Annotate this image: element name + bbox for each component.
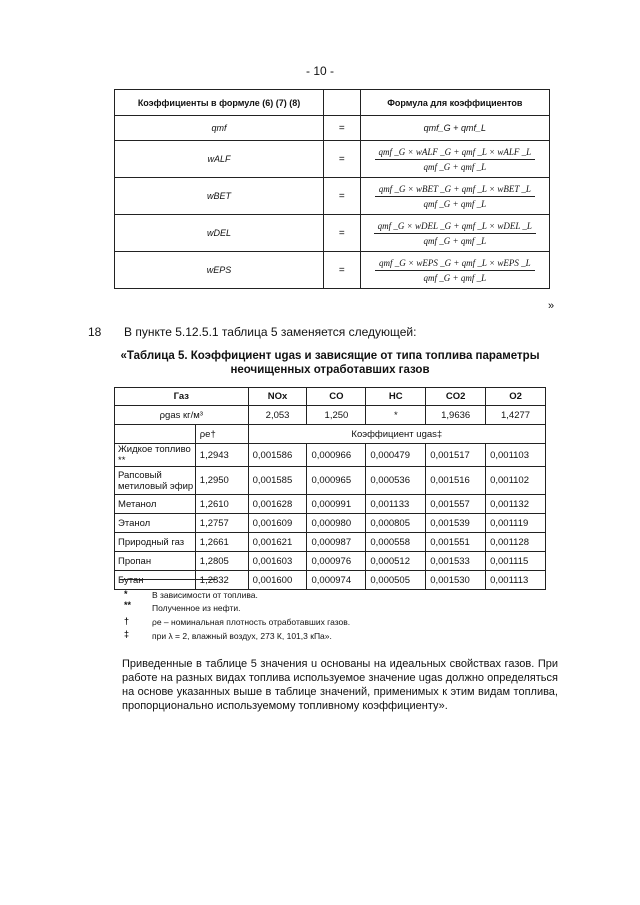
- coef-value: 0,001609: [248, 514, 307, 533]
- body-paragraph: Приведенные в таблице 5 значения u основаны на идеальных свойствах газов. При работе на разных видах топлива используемое значение ugas должно определяться на основе указанных выше в таблице значений, применимых к этим видам топлива, пропорционально используемому топливному коэффициенту».: [122, 658, 558, 712]
- rho-e-label: ρe†: [195, 425, 248, 444]
- subheader-row: [115, 425, 546, 444]
- header-nox: NOx: [248, 388, 307, 406]
- fuel-name: Этанол: [115, 514, 196, 533]
- table-row: [115, 467, 546, 495]
- fuel-density: 1,2832: [195, 571, 248, 590]
- fuel-name: Рапсовый метиловый эфир: [115, 467, 196, 495]
- formula: [360, 252, 549, 289]
- footnote-text: при λ = 2, влажный воздух, 273 К, 101,3 кПа».: [152, 631, 332, 641]
- coef-value: 0,001530: [426, 571, 486, 590]
- equals-sign: =: [324, 252, 361, 289]
- header-o2: O2: [486, 388, 546, 406]
- item-text: В пункте 5.12.5.1 таблица 5 заменяется следующей:: [124, 325, 417, 339]
- coef-value: 0,001586: [248, 444, 307, 467]
- density-row: [115, 406, 546, 425]
- formula: [360, 178, 549, 215]
- caption-line: неочищенных отработавших газов: [230, 364, 430, 376]
- table-row: [115, 495, 546, 514]
- equals-sign: =: [324, 141, 361, 178]
- equals-sign: =: [324, 215, 361, 252]
- coef-name: wDEL: [115, 215, 324, 252]
- table-row: [115, 514, 546, 533]
- coef-value: 0,001533: [426, 552, 486, 571]
- coef-value: 0,000987: [307, 533, 366, 552]
- coef-value: 0,001128: [486, 533, 546, 552]
- footnote-mark: ‡: [124, 629, 130, 639]
- formula-denominator: qmf _G + qmf _L: [423, 161, 487, 172]
- coef-name: wALF: [115, 141, 324, 178]
- coef-value: 0,000558: [366, 533, 426, 552]
- table-caption: [100, 349, 560, 377]
- density-value: *: [366, 406, 426, 425]
- coef-value: 0,001517: [426, 444, 486, 467]
- density-label: ρgas кг/м³: [115, 406, 249, 425]
- coef-value: 0,000974: [307, 571, 366, 590]
- fuel-name: Жидкое топливо **: [115, 444, 196, 467]
- table-row: [115, 215, 550, 252]
- density-value: 1,250: [307, 406, 366, 425]
- formula-denominator: qmf _G + qmf _L: [423, 272, 487, 283]
- coef-value: 0,001603: [248, 552, 307, 571]
- coef-value: 0,001133: [366, 495, 426, 514]
- fuel-name: Природный газ: [115, 533, 196, 552]
- fuel-name: Пропан: [115, 552, 196, 571]
- coef-name: qmf: [115, 116, 324, 141]
- formula-denominator: qmf _G + qmf _L: [423, 235, 487, 246]
- header-co2: CO2: [426, 388, 486, 406]
- footnote-text: В зависимости от топлива.: [152, 590, 258, 600]
- coef-value: 0,000479: [366, 444, 426, 467]
- coefficients-table: [114, 89, 550, 289]
- table-header-row: [115, 90, 550, 116]
- coef-value: 0,000536: [366, 467, 426, 495]
- formula-denominator: qmf _G + qmf _L: [423, 198, 487, 209]
- footnote-text: Полученное из нефти.: [152, 603, 241, 613]
- coef-value: 0,001516: [426, 467, 486, 495]
- density-value: 2,053: [248, 406, 307, 425]
- coef-value: 0,000965: [307, 467, 366, 495]
- header-coefficients: Коэффициенты в формуле (6) (7) (8): [115, 90, 324, 116]
- coef-value: 0,001585: [248, 467, 307, 495]
- coef-value: 0,000805: [366, 514, 426, 533]
- blank-cell: [115, 425, 196, 444]
- footnote-mark: **: [124, 600, 132, 610]
- coef-value: 0,000505: [366, 571, 426, 590]
- table-row: [115, 252, 550, 289]
- item-number: 18: [88, 325, 102, 339]
- table-row: [115, 178, 550, 215]
- fuel-density: 1,2805: [195, 552, 248, 571]
- coef-value: 0,000976: [307, 552, 366, 571]
- fuel-density: 1,2610: [195, 495, 248, 514]
- coef-value: 0,000512: [366, 552, 426, 571]
- footnote-rule: [120, 579, 216, 580]
- table-header-row: [115, 388, 546, 406]
- fuel-density: 1,2661: [195, 533, 248, 552]
- caption-line: «Таблица 5. Коэффициент ugas и зависящие от типа топлива параметры: [120, 350, 540, 362]
- coef-name: wEPS: [115, 252, 324, 289]
- footnote-text: ρe – номинальная плотность отработавших газов.: [152, 617, 351, 627]
- header-formula: Формула для коэффициентов: [360, 90, 549, 116]
- table-row: [115, 533, 546, 552]
- formula-numerator: qmf _G × wBET _G + qmf _L × wBET _L: [375, 184, 535, 197]
- density-value: 1,9636: [426, 406, 486, 425]
- fuel-density: 1,2943: [195, 444, 248, 467]
- table-row: [115, 571, 546, 590]
- header-hc: HC: [366, 388, 426, 406]
- coef-value: 0,001600: [248, 571, 307, 590]
- table-row: [115, 116, 550, 141]
- table-row: [115, 141, 550, 178]
- formula: qmf_G + qmf_L: [360, 116, 549, 141]
- fuel-name: Бутан: [115, 571, 196, 590]
- coef-value: 0,001113: [486, 571, 546, 590]
- coef-value: 0,000980: [307, 514, 366, 533]
- footnote-mark: †: [124, 616, 130, 626]
- header-blank: [324, 90, 361, 116]
- coef-value: 0,001539: [426, 514, 486, 533]
- formula-numerator: qmf _G × wEPS _G + qmf _L × wEPS _L: [375, 258, 535, 271]
- coef-value: 0,001119: [486, 514, 546, 533]
- coef-value: 0,001132: [486, 495, 546, 514]
- coef-value: 0,000991: [307, 495, 366, 514]
- footnote-mark: *: [124, 589, 128, 599]
- coef-value: 0,001628: [248, 495, 307, 514]
- coef-value: 0,000966: [307, 444, 366, 467]
- coef-value: 0,001551: [426, 533, 486, 552]
- table-row: [115, 552, 546, 571]
- coef-value: 0,001102: [486, 467, 546, 495]
- coef-value: 0,001115: [486, 552, 546, 571]
- equals-sign: =: [324, 116, 361, 141]
- header-co: CO: [307, 388, 366, 406]
- fuel-name: Метанол: [115, 495, 196, 514]
- header-gas: Газ: [115, 388, 249, 406]
- coef-value: 0,001103: [486, 444, 546, 467]
- table-row: [115, 444, 546, 467]
- formula: [360, 141, 549, 178]
- formula-numerator: qmf _G × wDEL _G + qmf _L × wDEL _L: [374, 221, 536, 234]
- formula: [360, 215, 549, 252]
- coef-value: 0,001621: [248, 533, 307, 552]
- fuel-density: 1,2950: [195, 467, 248, 495]
- coef-value: 0,001557: [426, 495, 486, 514]
- gas-coefficients-table: [114, 387, 546, 590]
- fuel-density: 1,2757: [195, 514, 248, 533]
- equals-sign: =: [324, 178, 361, 215]
- coef-name: wBET: [115, 178, 324, 215]
- page-number: - 10 -: [305, 64, 334, 78]
- closing-quote: »: [548, 300, 555, 312]
- formula-numerator: qmf _G × wALF _G + qmf _L × wALF _L: [375, 147, 536, 160]
- density-value: 1,4277: [486, 406, 546, 425]
- coefficient-label: Коэффициент ugas‡: [248, 425, 545, 444]
